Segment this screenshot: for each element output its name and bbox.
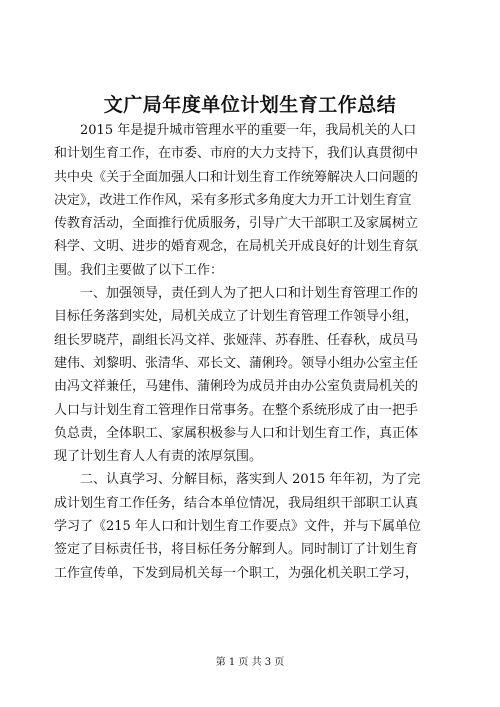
text-line: 和计划生育工作，在市委、市府的大力支持下，我们认真贯彻中 bbox=[54, 146, 419, 162]
document-body bbox=[54, 119, 446, 585]
text-line: 传教育活动，全面推行优质服务，引导广大干部职工及家属树立 bbox=[54, 216, 419, 232]
text-line: 2015 年是提升城市管理水平的重要一年，我局机关的人口 bbox=[80, 123, 417, 138]
text-line: 现了计划生育人人有责的浓厚氛围。 bbox=[54, 449, 263, 465]
text-line: 二、认真学习、分解目标，落实到人 2015 年年初，为了完 bbox=[80, 472, 421, 488]
text-line: 建伟、刘黎明、张清华、邓长文、蒲俐玲。领导小组办公室主任 bbox=[54, 355, 419, 371]
text-line: 由冯文祥兼任，马建伟、蒲俐玲为成员并由办公室负责局机关的 bbox=[54, 379, 419, 395]
document-title: 文广局年度单位计划生育工作总结 bbox=[103, 94, 397, 116]
text-line: 学习了《215 年人口和计划生育工作要点》文件，并与下属单位 bbox=[54, 519, 421, 535]
text-line: 科学、文明、进步的婚育观念，在局机关开成良好的计划生育氛 bbox=[54, 239, 419, 255]
text-line: 工作宣传单，下发到局机关每一个职工，为强化机关职工学习， bbox=[54, 565, 419, 581]
text-line: 一、加强领导，责任到人为了把人口和计划生育管理工作的 bbox=[80, 286, 419, 302]
text-line: 决定》，改进工作作风，采有多形式多角度大力开工计划生育宣 bbox=[54, 192, 412, 208]
text-line: 签定了目标责任书，将目标任务分解到人。同时制订了计划生育 bbox=[54, 542, 419, 558]
text-line: 负总责，全体职工、家属积极参与人口和计划生育工作，真正体 bbox=[54, 425, 419, 441]
text-line: 成计划生育工作任务，结合本单位情况，我局组织干部职工认真 bbox=[54, 495, 419, 511]
text-line: 围。我们主要做了以下工作： bbox=[54, 262, 224, 278]
page-number: 第 1 页 共 3 页 bbox=[215, 657, 285, 668]
text-line: 目标任务落到实处，局机关成立了计划生育管理工作领导小组， bbox=[54, 309, 419, 325]
text-line: 人口与计划生育工管理作日常事务。在整个系统形成了由一把手 bbox=[54, 402, 419, 418]
text-line: 组长罗晓芹，副组长冯文祥、张娅萍、苏春胜、任春秋，成员马 bbox=[54, 332, 419, 348]
text-line: 共中央《关于全面加强人口和计划生育工作统筹解决人口问题的 bbox=[54, 169, 419, 185]
